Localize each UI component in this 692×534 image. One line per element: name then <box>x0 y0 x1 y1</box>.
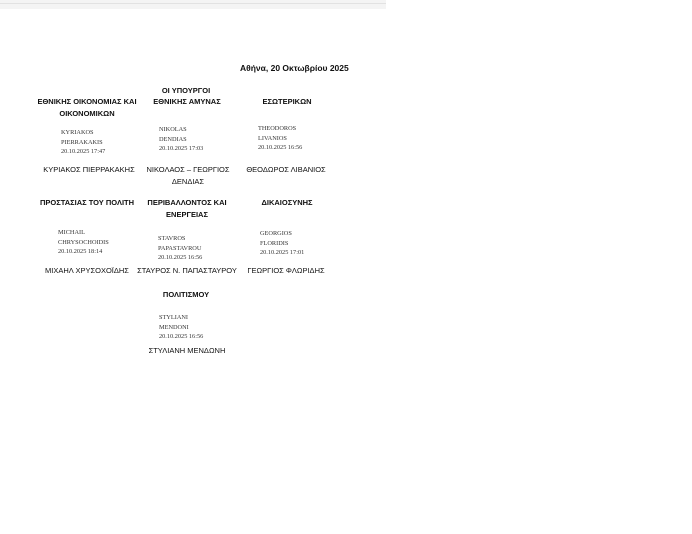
minister-name-defence: ΝΙΚΟΛΑΟΣ – ΓΕΩΡΓΙΟΣ ΔΕΝΔΙΑΣ <box>146 165 230 186</box>
minister-name-environment: ΣΤΑΥΡΟΣ Ν. ΠΑΠΑΣΤΑΥΡΟΥ <box>137 266 237 275</box>
minister-name-economy: ΚΥΡΙΑΚΟΣ ΠΙΕΡΡΑΚΑΚΗΣ <box>43 165 135 174</box>
minister-name-interior: ΘΕΟΔΩΡΟΣ ΛΙΒΑΝΙΟΣ <box>246 165 326 174</box>
top-rule <box>0 3 386 4</box>
minister-name-justice: ΓΕΩΡΓΙΟΣ ΦΛΩΡΙΔΗΣ <box>247 266 325 275</box>
digital-signature-interior: THEODOROS LIVANIOS 20.10.2025 16:56 <box>258 125 303 151</box>
minister-name-citizen-protection: ΜΙΧΑΗΛ ΧΡΥΣΟΧΟΪΔΗΣ <box>45 266 129 275</box>
digital-signature-culture: STYLIANI MENDONI 20.10.2025 16:56 <box>159 314 204 340</box>
ministry-title-environment: ΠΕΡΙΒΑΛΛΟΝΤΟΣ ΚΑΙ ΕΝΕΡΓΕΙΑΣ <box>147 198 227 219</box>
ministry-title-interior: ΕΣΩΤΕΡΙΚΩΝ <box>262 97 312 106</box>
minister-name-culture: ΣΤΥΛΙΑΝΗ ΜΕΝΔΩΝΗ <box>148 346 226 355</box>
ministers-heading: ΟΙ ΥΠΟΥΡΓΟΙ <box>161 86 211 95</box>
digital-signature-economy: KYRIAKOS PIERRAKAKIS 20.10.2025 17:47 <box>61 129 106 155</box>
ministry-title-justice: ΔΙΚΑΙΟΣΥΝΗΣ <box>261 198 313 207</box>
ministry-title-culture: ΠΟΛΙΤΙΣΜΟΥ <box>162 290 210 299</box>
ministry-title-economy: ΕΘΝΙΚΗΣ ΟΙΚΟΝΟΜΙΑΣ ΚΑΙ ΟΙΚΟΝΟΜΙΚΩΝ <box>37 97 137 118</box>
digital-signature-environment: STAVROS PAPASTAVROU 20.10.2025 16:56 <box>158 235 203 261</box>
ministry-title-citizen-protection: ΠΡΟΣΤΑΣΙΑΣ ΤΟΥ ΠΟΛΙΤΗ <box>39 198 135 207</box>
digital-signature-citizen-protection: MICHAIL CHRYSOCHOIDIS 20.10.2025 18:14 <box>58 229 109 255</box>
ministry-title-defence: ΕΘΝΙΚΗΣ ΑΜΥΝΑΣ <box>153 97 221 106</box>
digital-signature-defence: NIKOLAS DENDIAS 20.10.2025 17:03 <box>159 126 204 152</box>
place-date: Αθήνα, 20 Οκτωβρίου 2025 <box>240 63 349 73</box>
digital-signature-justice: GEORGIOS FLORIDIS 20.10.2025 17:01 <box>260 230 305 256</box>
